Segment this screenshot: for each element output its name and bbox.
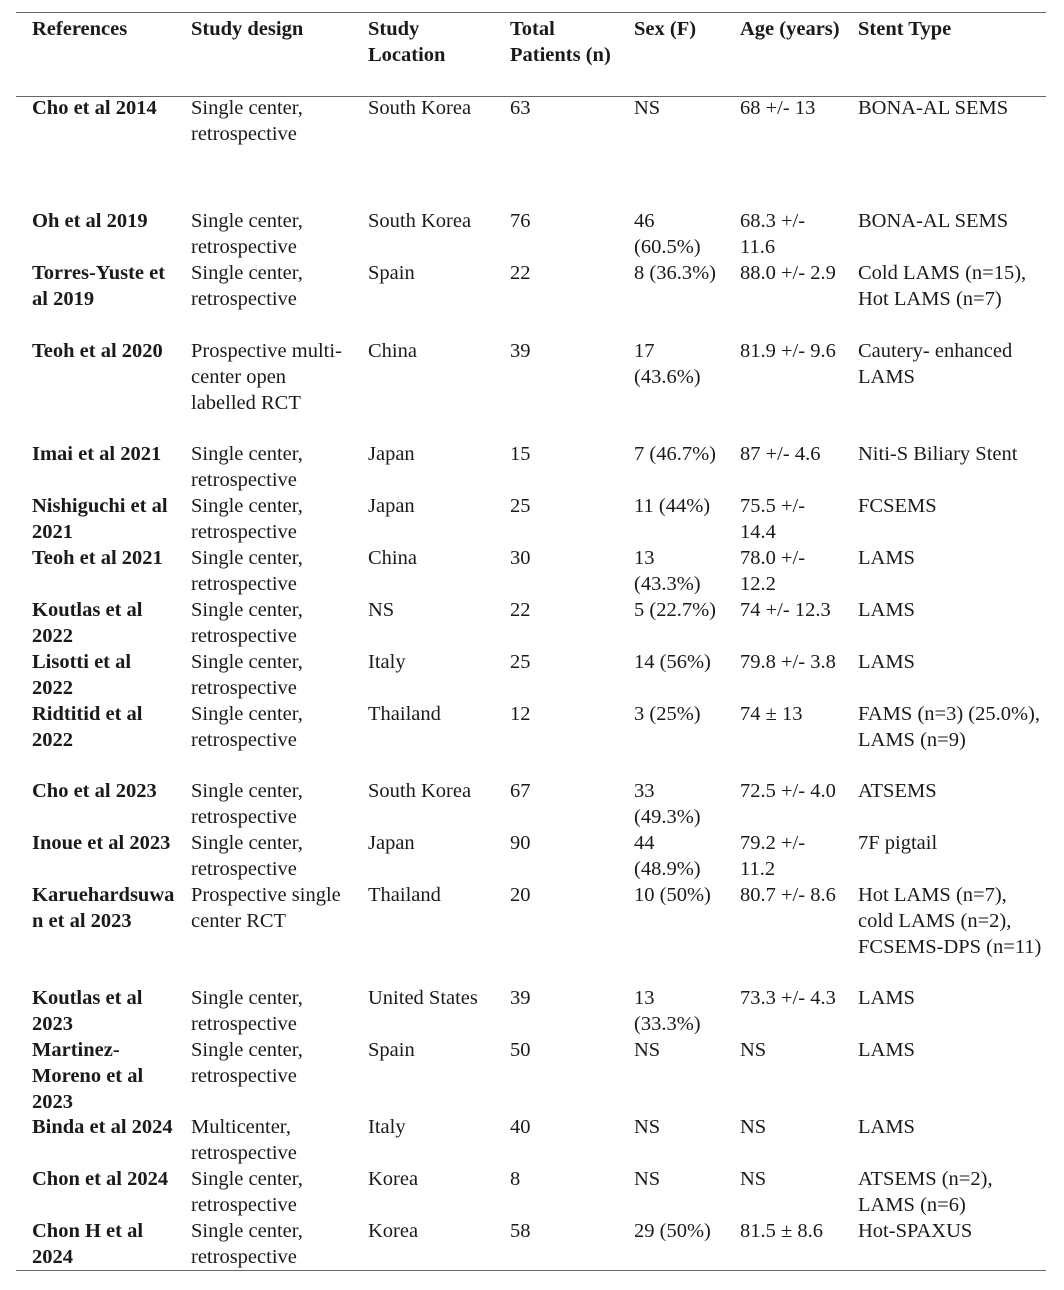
table-cell: LAMS — [858, 599, 915, 621]
table-cell: Korea — [368, 1220, 419, 1243]
table-cell: 13 (43.3%) — [634, 547, 701, 595]
reference-cell: Teoh et al 2020 — [32, 340, 163, 362]
reference-cell: Koutlas et al 2023 — [32, 987, 143, 1035]
table-cell: Hot-SPAXUS — [858, 1220, 973, 1243]
table-cell: Single center, retrospective — [191, 832, 303, 880]
table-cell: Single center, retrospective — [191, 1168, 303, 1217]
table-cell: 74 +/- 12.3 — [740, 599, 831, 621]
table-row — [16, 96, 1046, 209]
reference-cell: Karuehardsuwan et al 2023 — [32, 884, 175, 932]
table-cell: FAMS (n=3) (25.0%), LAMS (n=9) — [858, 703, 1041, 751]
table-cell: 80.7 +/- 8.6 — [740, 884, 836, 906]
table-cell: 81.9 +/- 9.6 — [740, 340, 836, 362]
reference-cell: Chon H et al 2024 — [32, 1220, 144, 1269]
column-header: Stent Type — [858, 18, 952, 40]
table-cell: 90 — [510, 832, 531, 854]
table-cell: 68.3 +/- 11.6 — [740, 210, 806, 258]
table-cell: 44 (48.9%) — [634, 832, 701, 880]
studies-table — [16, 17, 1046, 1271]
reference-cell: Binda et al 2024 — [32, 1116, 173, 1139]
table-cell: 7F pigtail — [858, 832, 938, 854]
column-header: Total Patients (n) — [510, 18, 611, 66]
table-cell: NS — [740, 1168, 767, 1191]
table-row — [16, 883, 1046, 986]
table-row — [16, 546, 1046, 598]
table-row — [16, 261, 1046, 339]
table-cell: LAMS — [858, 987, 915, 1009]
column-header: Sex (F) — [634, 18, 697, 40]
table-cell: Single center, retrospective — [191, 651, 303, 699]
table-cell: 29 (50%) — [634, 1220, 711, 1243]
table-cell: Single center, retrospective — [191, 1220, 303, 1269]
table-cell: Italy — [368, 1116, 406, 1139]
table-cell: 14 (56%) — [634, 651, 711, 673]
table-cell: 39 — [510, 987, 531, 1009]
table-cell: 81.5 ± 8.6 — [740, 1220, 824, 1243]
table-cell: 72.5 +/- 4.0 — [740, 780, 836, 802]
table-cell: 68 +/- 13 — [740, 97, 816, 119]
table-header-row — [16, 17, 1046, 96]
reference-cell: Cho et al 2014 — [32, 97, 157, 119]
reference-cell: Lisotti et al 2022 — [32, 651, 132, 699]
table-cell: NS — [634, 1039, 661, 1061]
table-cell: Single center, retrospective — [191, 780, 303, 828]
table-cell: Prospective multi- center open labelled RCT — [191, 340, 342, 414]
table-row — [16, 339, 1046, 442]
table-cell: 12 — [510, 703, 531, 725]
table-cell: Hot LAMS (n=7), cold LAMS (n=2), FCSEMS-DPS (n=11) — [858, 884, 1042, 958]
table-cell: Single center, retrospective — [191, 1039, 303, 1087]
reference-cell: Chon et al 2024 — [32, 1168, 169, 1191]
table-cell: 87 +/- 4.6 — [740, 443, 821, 465]
table-cell: BONA-AL SEMS — [858, 97, 1009, 119]
table-row — [16, 598, 1046, 650]
table-cell: 88.0 +/- 2.9 — [740, 262, 836, 284]
reference-cell: Teoh et al 2021 — [32, 547, 163, 569]
table-cell: Thailand — [368, 703, 441, 725]
reference-cell: Torres-Yuste et al 2019 — [32, 262, 166, 310]
table-cell: 78.0 +/- 12.2 — [740, 547, 806, 595]
table-cell: 40 — [510, 1116, 531, 1139]
table-cell: NS — [634, 1116, 661, 1139]
table-cell: 79.8 +/- 3.8 — [740, 651, 836, 673]
table-cell: NS — [634, 1168, 661, 1191]
table-cell: 10 (50%) — [634, 884, 711, 906]
table-cell: LAMS — [858, 547, 915, 569]
table-cell: NS — [740, 1039, 767, 1061]
table-cell: South Korea — [368, 210, 472, 232]
table-row — [16, 442, 1046, 494]
table-cell: Cautery- enhanced LAMS — [858, 340, 1013, 388]
table-cell: 73.3 +/- 4.3 — [740, 987, 836, 1009]
table-cell: 46 (60.5%) — [634, 210, 701, 258]
table-cell: 22 — [510, 599, 531, 621]
table-row — [16, 1038, 1046, 1115]
table-row — [16, 650, 1046, 702]
table-cell: 50 — [510, 1039, 531, 1061]
table-cell: Niti-S Biliary Stent — [858, 443, 1018, 465]
table-cell: 8 — [510, 1168, 521, 1191]
table-cell: Thailand — [368, 884, 441, 906]
reference-cell: Inoue et al 2023 — [32, 832, 171, 854]
table-cell: 33 (49.3%) — [634, 780, 701, 828]
table-cell: 79.2 +/- 11.2 — [740, 832, 806, 880]
table-cell: NS — [368, 599, 395, 621]
table-cell: China — [368, 340, 417, 362]
column-header: Study Location — [368, 18, 446, 66]
table-row — [16, 1115, 1046, 1167]
reference-cell: Ridtitid et al 2022 — [32, 703, 143, 751]
table-cell: LAMS — [858, 1039, 915, 1061]
table-cell: 75.5 +/- 14.4 — [740, 495, 806, 543]
table-cell: Multicenter, retrospective — [191, 1116, 297, 1165]
table-cell: South Korea — [368, 780, 472, 802]
reference-cell: Martinez-Moreno et al 2023 — [32, 1039, 144, 1113]
reference-cell: Koutlas et al 2022 — [32, 599, 143, 647]
table-cell: Single center, retrospective — [191, 599, 303, 647]
table-cell: NS — [740, 1116, 767, 1139]
table-cell: FCSEMS — [858, 495, 937, 517]
reference-cell: Cho et al 2023 — [32, 780, 157, 802]
table-cell: 74 ± 13 — [740, 703, 803, 725]
table-cell: Single center, retrospective — [191, 495, 303, 543]
table-cell: 15 — [510, 443, 531, 465]
table-cell: 58 — [510, 1220, 531, 1243]
table-cell: 76 — [510, 210, 531, 232]
table-row — [16, 1167, 1046, 1219]
table-cell: 25 — [510, 651, 531, 673]
table-cell: 8 (36.3%) — [634, 262, 716, 284]
reference-cell: Imai et al 2021 — [32, 443, 162, 465]
reference-cell: Nishiguchi et al 2021 — [32, 495, 168, 543]
table-cell: 39 — [510, 340, 531, 362]
table-cell: Italy — [368, 651, 406, 673]
table-cell: China — [368, 547, 417, 569]
table-row — [16, 702, 1046, 779]
table-cell: ATSEMS (n=2), LAMS (n=6) — [858, 1168, 993, 1217]
table-cell: Japan — [368, 443, 415, 465]
table-cell: 17 (43.6%) — [634, 340, 701, 388]
table-cell: Spain — [368, 262, 415, 284]
table-cell: Single center, retrospective — [191, 547, 303, 595]
column-header: Age (years) — [740, 18, 840, 40]
table-cell: 25 — [510, 495, 531, 517]
table-cell: LAMS — [858, 651, 915, 673]
table-cell: 67 — [510, 780, 531, 802]
table-body — [16, 96, 1046, 1271]
table-top-rule — [16, 12, 1046, 13]
table-cell: South Korea — [368, 97, 472, 119]
table-cell: Korea — [368, 1168, 419, 1191]
column-header: References — [32, 18, 128, 40]
table-cell: 11 (44%) — [634, 495, 711, 517]
table-cell: BONA-AL SEMS — [858, 210, 1009, 232]
table-row — [16, 1219, 1046, 1271]
table-cell: Single center, retrospective — [191, 210, 303, 258]
table-cell: Spain — [368, 1039, 415, 1061]
table-row — [16, 986, 1046, 1038]
table-cell: LAMS — [858, 1116, 915, 1139]
table-cell: Single center, retrospective — [191, 262, 303, 310]
table-cell: Cold LAMS (n=15), Hot LAMS (n=7) — [858, 262, 1027, 310]
table-cell: Prospective single center RCT — [191, 884, 341, 932]
table-cell: 30 — [510, 547, 531, 569]
table-cell: United States — [368, 987, 478, 1009]
table-cell: Single center, retrospective — [191, 987, 303, 1035]
table-cell: 7 (46.7%) — [634, 443, 716, 465]
table-cell: Single center, retrospective — [191, 97, 303, 145]
table-cell: 63 — [510, 97, 531, 119]
table-cell: Japan — [368, 832, 415, 854]
table-row — [16, 494, 1046, 546]
table-cell: Japan — [368, 495, 415, 517]
table-row — [16, 779, 1046, 831]
table-cell: Single center, retrospective — [191, 443, 303, 491]
column-header: Study design — [191, 18, 304, 40]
table-row — [16, 209, 1046, 261]
table-cell: 20 — [510, 884, 531, 906]
table-cell: 22 — [510, 262, 531, 284]
table-cell: Single center, retrospective — [191, 703, 303, 751]
table-row — [16, 831, 1046, 883]
reference-cell: Oh et al 2019 — [32, 210, 148, 232]
table-cell: 5 (22.7%) — [634, 599, 716, 621]
table-cell: ATSEMS — [858, 780, 937, 802]
table-cell: NS — [634, 97, 661, 119]
table-cell: 3 (25%) — [634, 703, 701, 725]
table-cell: 13 (33.3%) — [634, 987, 701, 1035]
